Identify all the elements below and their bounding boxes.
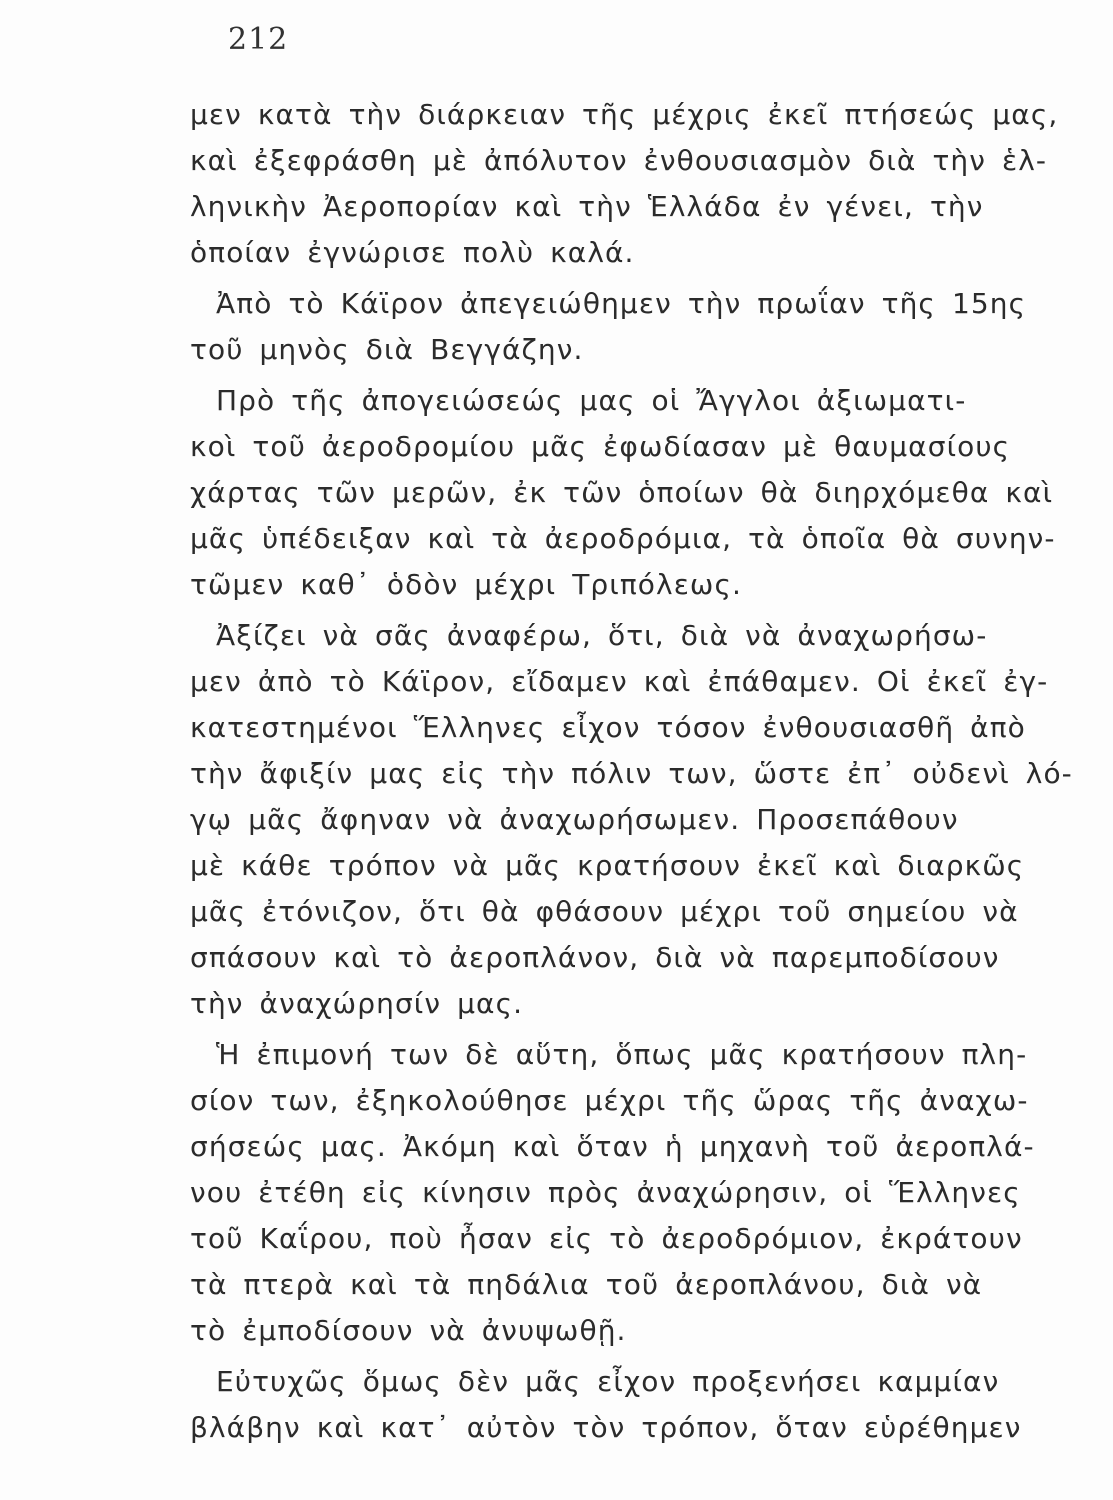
text-line: τὰ πτερὰ καὶ τὰ πηδάλια τοῦ ἀεροπλάνου, διὰ νὰ <box>190 1268 983 1301</box>
text-line: μᾶς ἐτόνιζον, ὅτι θὰ φθάσουν μέχρι τοῦ σημείου νὰ <box>190 895 1019 928</box>
text-line: Ἡ ἐπιμονή των δὲ αὕτη, ὅπως μᾶς κρατήσουν πλη- <box>216 1038 1028 1071</box>
text-line: κατεστημένοι Ἕλληνες εἶχον τόσον ἐνθουσιασθῆ ἀπὸ <box>190 711 1026 744</box>
text-line: χάρτας τῶν μερῶν, ἐκ τῶν ὁποίων θὰ διηρχόμεθα καὶ <box>190 476 1054 509</box>
text-line: Εὐτυχῶς ὅμως δὲν μᾶς εἶχον προξενήσει καμμίαν <box>216 1365 1000 1398</box>
text-line: μεν ἀπὸ τὸ Κάϊρον, εἴδαμεν καὶ ἐπάθαμεν. Οἱ ἐκεῖ ἐγ- <box>190 665 1049 698</box>
text-line: μὲ κάθε τρόπον νὰ μᾶς κρατήσουν ἐκεῖ καὶ διαρκῶς <box>190 849 1025 882</box>
text-line: ληνικὴν Ἀεροπορίαν καὶ τὴν Ἑλλάδα ἐν γένει, τὴν <box>190 190 984 223</box>
text-line: σπάσουν καὶ τὸ ἀεροπλάνον, διὰ νὰ παρεμποδίσουν <box>190 941 1000 974</box>
paragraph <box>190 1359 1080 1451</box>
text-line: τὸ ἐμποδίσουν νὰ ἀνυψωθῇ. <box>190 1314 627 1347</box>
text-line: μᾶς ὑπέδειξαν καὶ τὰ ἀεροδρόμια, τὰ ὁποῖα θὰ συνην- <box>190 522 1056 555</box>
text-line: τὴν ἄφιξίν μας εἰς τὴν πόλιν των, ὥστε ἐπ᾽ οὐδενὶ λό- <box>190 757 1073 790</box>
text-line: τὴν ἀναχώρησίν μας. <box>190 987 524 1020</box>
text-line: σίον των, ἐξηκολούθησε μέχρι τῆς ὥρας τῆς ἀναχω- <box>190 1084 1029 1117</box>
text-line: κοὶ τοῦ ἀεροδρομίου μᾶς ἐφωδίασαν μὲ θαυμασίους <box>190 430 1011 463</box>
text-line: τοῦ μηνὸς διὰ Βεγγάζην. <box>190 333 584 366</box>
body-text <box>190 92 1080 1451</box>
paragraph <box>190 378 1080 608</box>
text-line: καὶ ἐξεφράσθη μὲ ἀπόλυτον ἐνθουσιασμὸν διὰ τὴν ἑλ- <box>190 144 1048 177</box>
text-line: βλάβην καὶ κατ᾽ αὐτὸν τὸν τρόπον, ὅταν εὑρέθημεν <box>190 1411 1022 1444</box>
text-line: Πρὸ τῆς ἀπογειώσεώς μας οἱ Ἄγγλοι ἀξιωματι- <box>216 384 967 417</box>
page-number: 212 <box>228 22 289 57</box>
text-line: τῶμεν καθ᾽ ὁδὸν μέχρι Τριπόλεως. <box>190 568 743 601</box>
paragraph <box>190 613 1080 1027</box>
text-line: τοῦ Καΐρου, ποὺ ἦσαν εἰς τὸ ἀεροδρόμιον, ἐκράτουν <box>190 1222 1023 1255</box>
paragraph <box>190 1032 1080 1354</box>
text-line: Ἀπὸ τὸ Κάϊρον ἀπεγειώθημεν τὴν πρωΐαν τῆς 15ης <box>216 287 1027 320</box>
text-line: Ἀξίζει νὰ σᾶς ἀναφέρω, ὅτι, διὰ νὰ ἀναχωρήσω- <box>216 619 988 652</box>
paragraph <box>190 281 1080 373</box>
text-line: νου ἐτέθη εἰς κίνησιν πρὸς ἀναχώρησιν, οἱ Ἕλληνες <box>190 1176 1021 1209</box>
text-line: ὁποίαν ἐγνώρισε πολὺ καλά. <box>190 236 635 269</box>
paragraph <box>190 92 1080 276</box>
text-line: σήσεώς μας. Ἀκόμη καὶ ὅταν ἡ μηχανὴ τοῦ ἀεροπλά- <box>190 1130 1035 1163</box>
text-line: μεν κατὰ τὴν διάρκειαν τῆς μέχρις ἐκεῖ πτήσεώς μας, <box>190 98 1059 131</box>
text-line: γῳ μᾶς ἄφηναν νὰ ἀναχωρήσωμεν. Προσεπάθουν <box>190 803 959 836</box>
